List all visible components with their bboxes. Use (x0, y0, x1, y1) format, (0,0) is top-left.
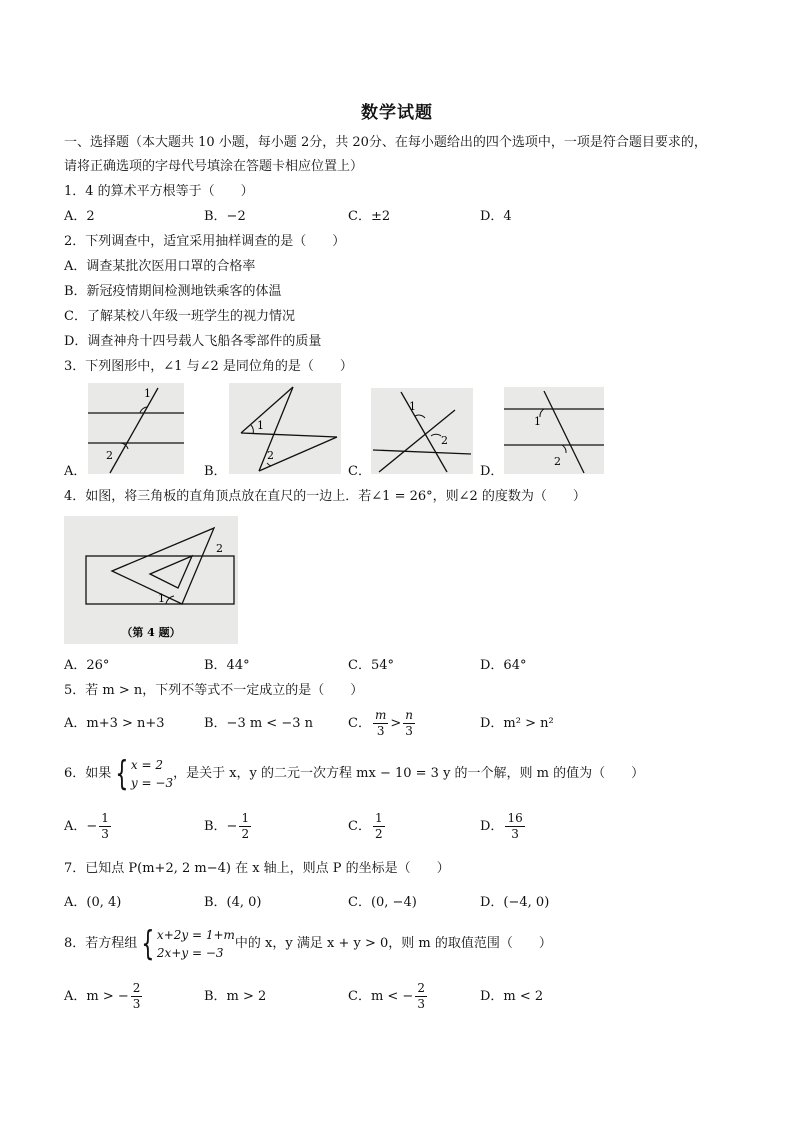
q5-option-b: B．−3 m < −3 n (204, 716, 314, 731)
q6c-prefix: C． (348, 819, 371, 834)
q6c-num: 1 (374, 811, 383, 825)
q6a-den: 3 (101, 827, 109, 841)
q3d-label-1: 1 (534, 415, 541, 428)
q3a-label-1: 1 (144, 387, 151, 400)
q6a-prefix: A．− (64, 819, 98, 834)
q5c-den2: 3 (405, 724, 413, 738)
q6-prefix: 6．如果 (64, 766, 112, 781)
q4-caption: （第 4 题） (121, 626, 181, 639)
section-header-line1: 一、选择题（本大题共 10 小题，每小题 2分，共 20分、在每小题给出的四个选项中，一项是符合题目要求的， (64, 135, 707, 150)
q3-figure-b (229, 383, 341, 474)
q4-option-b: B．44° (204, 658, 250, 673)
q6a-num: 1 (101, 811, 109, 825)
section-header-line2: 请将正确选项的字母代号填涂在答题卡相应位置上） (64, 159, 364, 174)
q3-figure-c (371, 388, 473, 474)
q3-option-b: B． (204, 464, 227, 479)
q4-label-1: 1 (158, 592, 165, 605)
q3c-label-1: 1 (409, 400, 416, 413)
q8-option-b: B．m > 2 (204, 989, 267, 1004)
q2-option-b: B．新冠疫情期间检测地铁乘客的体温 (64, 284, 282, 299)
q2-option-c: C．了解某校八年级一班学生的视力情况 (64, 309, 295, 324)
q8-eq2: 2x+y = −3 (156, 945, 224, 960)
q8a-num: 2 (132, 981, 141, 995)
q1-option-c: C．±2 (348, 209, 391, 224)
q2-option-a: A．调查某批次医用口罩的合格率 (64, 259, 256, 274)
q8c-num: 2 (417, 981, 425, 995)
q8c-den: 3 (417, 997, 425, 1011)
q8a-den: 3 (132, 997, 141, 1011)
q7-option-a: A．(0, 4) (64, 895, 122, 910)
q8-option-d: D．m < 2 (480, 989, 544, 1004)
q5-stem: 5．若 m > n，下列不等式不一定成立的是（ ） (64, 683, 364, 698)
q6d-num: 16 (507, 811, 523, 825)
q3-option-a: A． (64, 464, 87, 479)
q5c-num1: m (374, 708, 387, 722)
q6-stem (64, 754, 644, 794)
q4-option-d: D．64° (480, 658, 527, 673)
q5-option-c (348, 705, 417, 743)
q6-option-a (64, 808, 113, 846)
q3c-label-2: 2 (441, 434, 448, 447)
q3b-label-1: 1 (257, 419, 264, 432)
q1-option-a: A．2 (64, 209, 95, 224)
q8c-prefix: C．m < − (348, 989, 414, 1004)
q4-label-2: 2 (216, 542, 223, 555)
q1-option-b: B．−2 (204, 209, 246, 224)
q5c-frac-1 (373, 708, 388, 739)
q5c-den1: 3 (376, 724, 385, 738)
q6-option-b (204, 808, 253, 846)
q5-option-a: A．m+3 > n+3 (64, 716, 165, 731)
q1-stem: 1．4 的算术平方根等于（ ） (64, 184, 254, 199)
q8-stem (64, 924, 552, 964)
q4-figure (64, 516, 238, 644)
q3-figure-d (504, 387, 604, 474)
q7-option-d: D．(−4, 0) (480, 895, 550, 910)
q8-eq1: x+2y = 1+m (156, 927, 235, 942)
q5-option-d: D．m² > n² (480, 716, 554, 731)
q8-option-a (64, 978, 144, 1016)
q4-option-a: A．26° (64, 658, 110, 673)
q6b-num: 1 (241, 811, 250, 825)
q7-stem: 7．已知点 P(m+2, 2 m−4) 在 x 轴上，则点 P 的坐标是（ ） (64, 861, 450, 876)
q6c-den: 2 (374, 827, 383, 841)
q8-prefix: 8．若方程组 (64, 936, 138, 951)
q1-option-d: D．4 (480, 209, 512, 224)
q8-equation-system: { x+2y = 1+m 2x+y = −3 (141, 923, 235, 964)
q5c-frac-2 (403, 708, 415, 739)
q5c-prefix: C． (348, 716, 371, 731)
q6-eq2: y = −3 (130, 775, 174, 790)
q6-suffix: ，是关于 x，y 的二元一次方程 mx − 10 = 3 y 的一个解，则 m 的值为（ ） (173, 766, 645, 781)
q2-stem: 2．下列调查中，适宜采用抽样调查的是（ ） (64, 234, 346, 249)
q3b-label-2: 2 (267, 449, 274, 462)
q7-option-b: B．(4, 0) (204, 895, 262, 910)
q3-option-c: C． (348, 464, 371, 479)
q5c-rel: > (390, 716, 402, 731)
q6-eq1: x = 2 (130, 757, 164, 772)
q3a-label-2: 2 (106, 449, 113, 462)
q6-option-d (480, 808, 527, 846)
q8a-prefix: A．m > − (64, 989, 129, 1004)
q6d-den: 3 (511, 827, 519, 841)
page-title: 数学试题 (361, 103, 433, 123)
q8-suffix: 中的 x，y 满足 x + y > 0，则 m 的取值范围（ ） (234, 936, 552, 951)
q6b-prefix: B．− (204, 819, 238, 834)
q2-option-d: D．调查神舟十四号载人飞船各零部件的质量 (64, 334, 322, 349)
q4-stem: 4．如图，将三角板的直角顶点放在直尺的一边上．若∠1 = 26°，则∠2 的度数为（ ） (64, 489, 586, 504)
q5c-num2: n (405, 708, 413, 722)
q6-equation-system: { x = 2 y = −3 (115, 753, 174, 794)
q4-option-c: C．54° (348, 658, 394, 673)
q6-option-c (348, 808, 387, 846)
q8-option-c (348, 978, 429, 1016)
q3d-label-2: 2 (554, 455, 561, 468)
q3-stem: 3．下列图形中，∠1 与∠2 是同位角的是（ ） (64, 359, 353, 374)
q6b-den: 2 (241, 827, 250, 841)
q3-figure-a (88, 383, 184, 474)
q3-option-d: D． (480, 464, 504, 479)
q6d-prefix: D． (480, 819, 504, 834)
q7-option-c: C．(0, −4) (348, 895, 417, 910)
